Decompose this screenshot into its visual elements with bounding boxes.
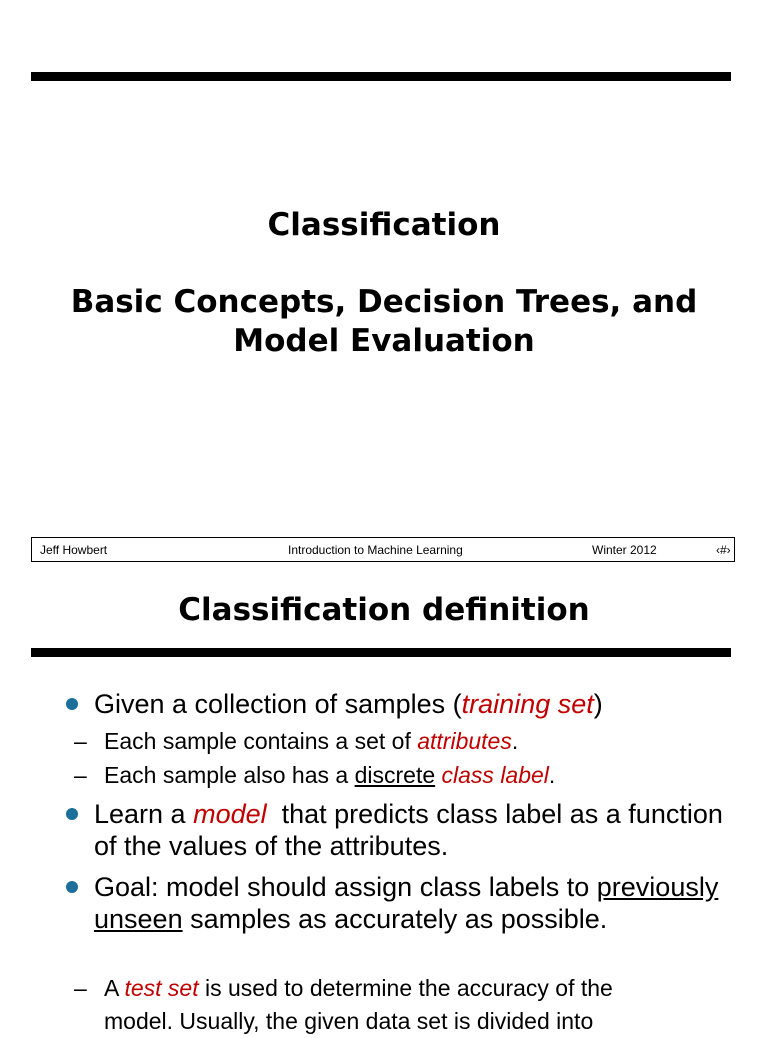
slide2-title-rule (31, 648, 731, 657)
bullet-dot-icon (66, 698, 78, 710)
sub-bullet-test-set (74, 972, 724, 1038)
bullet-goal (94, 871, 734, 935)
sub-bullet-attributes (74, 725, 724, 758)
emphasis-class-label: class label (441, 762, 549, 788)
bullet-text: Goal: model should assign class labels to (94, 872, 597, 902)
bullet-training-set (94, 688, 734, 720)
sub-bullet-class-label (74, 759, 724, 792)
top-rule (31, 72, 731, 81)
underlined-previously-unseen: previously unseen (94, 872, 719, 934)
bullet-text: Given a collection of samples ( (94, 689, 462, 719)
emphasis-model: model (193, 799, 267, 829)
bullet-text-end: ) (593, 689, 603, 719)
sub-bullet-text-end: . (548, 762, 556, 788)
footer-page-number: ‹#› (716, 543, 731, 557)
emphasis-attributes: attributes (417, 728, 512, 754)
bullet-text-end: samples as accurately as possible. (182, 904, 608, 934)
bullet-text: Learn a (94, 799, 194, 829)
emphasis-training-set: training set (461, 689, 594, 719)
sub-bullet-text-line2: model. Usually, the given data set is divided into (104, 1008, 594, 1034)
emphasis-test-set: test set (124, 975, 199, 1001)
footer-course: Introduction to Machine Learning (288, 543, 463, 557)
dash-icon: – (74, 762, 87, 788)
slide2-title: Classification definition (178, 592, 590, 628)
bullet-text-end: that predicts class label as a function of the values of the attributes. (94, 799, 731, 861)
sub-bullet-text-end: is used to determine the accuracy of the (198, 975, 613, 1001)
dash-icon: – (74, 728, 87, 754)
dash-icon: – (74, 975, 87, 1001)
subtitle-line-2: Model Evaluation (233, 323, 535, 359)
bullet-dot-icon (66, 881, 78, 893)
slide-footer (31, 537, 735, 562)
sub-bullet-text: Each sample also has a (104, 762, 355, 788)
sub-bullet-text-end: . (511, 728, 519, 754)
sub-bullet-text: Each sample contains a set of (104, 728, 418, 754)
bullet-dot-icon (66, 808, 78, 820)
slide-title: Classification (267, 207, 501, 243)
footer-author: Jeff Howbert (40, 543, 108, 557)
underlined-discrete: discrete (354, 762, 436, 788)
sub-bullet-text: A (104, 975, 125, 1001)
subtitle-line-1: Basic Concepts, Decision Trees, and (70, 284, 698, 320)
footer-term: Winter 2012 (592, 543, 657, 557)
bullet-learn-model (94, 798, 734, 862)
slide-subtitle (0, 283, 768, 361)
